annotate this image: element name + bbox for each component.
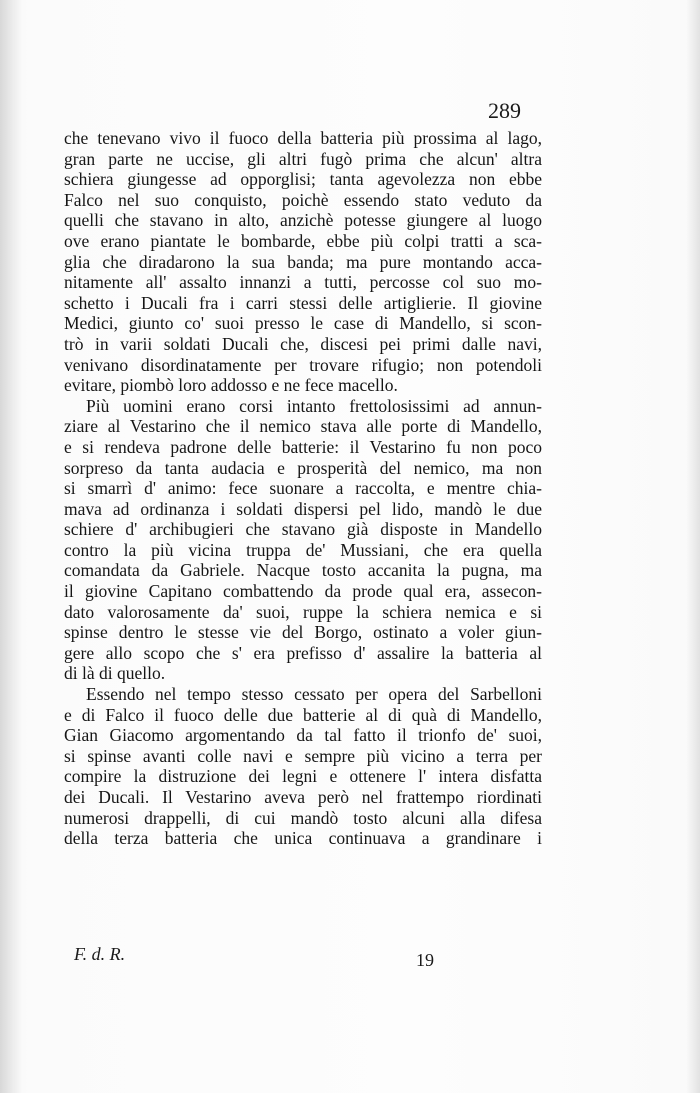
text-line: trò in varii soldati Ducali che, discesi pei primi dalle navi, — [64, 333, 542, 354]
text-line: quelli che stavano in alto, anzichè potesse giungere al luogo — [64, 210, 542, 231]
text-line: e di Falco il fuoco delle due batterie al di quà di Mandello, — [64, 704, 542, 725]
printer-signature: F. d. R. — [74, 944, 126, 964]
text-line: dato valorosamente da' suoi, ruppe la schiera nemica e si — [64, 601, 542, 622]
text-line: di là di quello. — [64, 663, 166, 684]
text-line: dei Ducali. Il Vestarino aveva però nel frattempo riordinati — [64, 787, 542, 807]
page-footer — [0, 944, 700, 968]
text-line: ziare al Vestarino che il nemico stava alle porte di Mandello, — [64, 416, 542, 437]
text-line: Medici, giunto co' suoi presso le case di Mandello, si scon- — [64, 313, 542, 334]
text-line: schiere d' archibugieri che stavano già disposte in Mandello — [64, 519, 542, 540]
paragraph — [64, 684, 542, 849]
text-line: il giovine Capitano combattendo da prode qual era, assecon- — [64, 581, 542, 602]
sheet-number: 19 — [416, 950, 434, 970]
text-line: ove erano piantate le bombarde, ebbe più colpi tratti a sca- — [64, 230, 542, 251]
text-line: mava ad ordinanza i soldati dispersi pel lido, mandò le due — [64, 498, 542, 519]
text-line: glia che diradarono la sua banda; ma pure montando acca- — [64, 251, 542, 272]
text-line: numerosi drappelli, di cui mandò tosto alcuni alla difesa — [64, 807, 542, 828]
text-line: Falco nel suo conquisto, poichè essendo stato veduto da — [64, 189, 542, 210]
text-line: si spinse avanti colle navi e sempre più vicino a terra per — [64, 745, 542, 766]
text-line: gran parte ne uccise, gli altri fugò prima che alcun' altra — [64, 148, 542, 169]
text-line: si smarrì d' animo: fece suonare a raccolta, e mentre chia- — [64, 478, 542, 499]
text-line: che tenevano vivo il fuoco della batteria più prossima al lago, — [64, 128, 542, 148]
text-line: venivano disordinatamente per trovare rifugio; non potendoli — [64, 354, 542, 375]
text-line: nitamente all' assalto innanzi a tutti, percosse col suo mo- — [64, 272, 542, 293]
text-line: della terza batteria che unica continuava a grandinare i — [64, 828, 542, 849]
text-line: gere allo scopo che s' era prefisso d' assalire la batteria al — [64, 642, 542, 663]
text-line: Gian Giacomo argomentando da tal fatto il trionfo de' suoi, — [64, 725, 542, 746]
paragraph — [64, 396, 542, 684]
text-line: sorpreso da tanta audacia e prosperità del nemico, ma non — [64, 457, 542, 478]
page-number: 289 — [488, 98, 521, 123]
text-line: e si rendeva padrone delle batterie: il Vestarino fu non poco — [64, 436, 542, 457]
text-line: evitare, piombò loro addosso e ne fece macello. — [64, 375, 398, 396]
page-edge-shadow — [686, 0, 700, 1093]
text-line: compire la distruzione dei legni e ottenere l' intera disfatta — [64, 766, 542, 787]
text-line: contro la più vicina truppa de' Mussiani, che era quella — [64, 539, 542, 560]
paragraph — [64, 128, 542, 396]
page-gutter-shadow — [0, 0, 22, 1093]
text-line: Essendo nel tempo stesso cessato per opera del Sarbelloni — [86, 684, 542, 705]
text-line: Più uomini erano corsi intanto frettolosissimi ad annun- — [86, 395, 542, 416]
body-text — [64, 128, 542, 849]
text-line: schiera giungesse ad opporglisi; tanta agevolezza non ebbe — [64, 169, 542, 190]
text-line: comandata da Gabriele. Nacque tosto accanita la pugna, ma — [64, 560, 542, 581]
text-line: schetto i Ducali fra i carri stessi delle artiglierie. Il giovine — [64, 292, 542, 313]
text-line: spinse dentro le stesse vie del Borgo, ostinato a voler giun- — [64, 622, 542, 643]
